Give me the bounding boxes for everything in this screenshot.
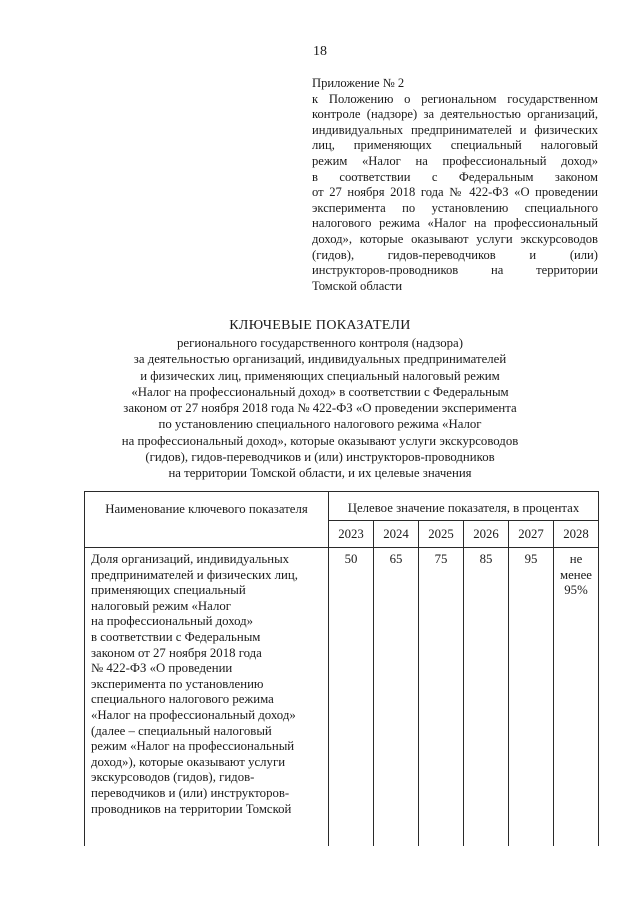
appendix-line: индивидуальных предпринимателей и физических bbox=[312, 122, 598, 137]
indicator-name-line: налоговый режим «Налог bbox=[91, 598, 231, 613]
appendix-line: лиц, применяющих специальный налоговый bbox=[312, 138, 598, 153]
value-cell-2023: 50 bbox=[329, 548, 374, 847]
page-number: 18 bbox=[313, 44, 327, 59]
document-title: КЛЮЧЕВЫЕ ПОКАЗАТЕЛИ bbox=[229, 318, 411, 333]
title-line: (гидов), гидов-переводчиков и (или) инструкторов-проводников bbox=[145, 450, 495, 465]
header-year: 2024 bbox=[374, 521, 419, 548]
indicator-name-line: применяющих специальный bbox=[91, 583, 246, 598]
appendix-line: контроле (надзоре) за деятельностью организаций, bbox=[312, 107, 598, 122]
indicator-name-line: законом от 27 ноября 2018 года bbox=[91, 645, 262, 660]
value-cell-2026: 85 bbox=[464, 548, 509, 847]
indicator-name-line: на профессиональный доход» bbox=[91, 614, 254, 629]
header-year: 2026 bbox=[464, 521, 509, 548]
value-line: менее bbox=[560, 567, 592, 582]
indicator-name-line: доход»), которые оказывают услуги bbox=[91, 754, 286, 769]
title-line: за деятельностью организаций, индивидуальных предпринимателей bbox=[133, 352, 507, 367]
appendix-line: режим «Налог на профессиональный доход» bbox=[312, 153, 598, 168]
value-line: 95% bbox=[564, 583, 588, 598]
indicator-name-line: проводников на территории Томской bbox=[91, 801, 292, 816]
appendix-line: к Положению о региональном государственном bbox=[312, 91, 598, 106]
appendix-line: эксперимента по установлению специального bbox=[312, 200, 598, 215]
value-cell-2028 bbox=[554, 548, 599, 847]
appendix-line: доход», которые оказывают услуги экскурсоводов bbox=[312, 231, 598, 246]
indicator-name-line: экскурсоводов (гидов), гидов- bbox=[91, 770, 255, 785]
title-line: на профессиональный доход», которые оказывают услуги экскурсоводов bbox=[121, 433, 519, 448]
header-year: 2023 bbox=[329, 521, 374, 548]
header-indicator-name: Наименование ключевого показателя bbox=[85, 492, 329, 548]
table-row bbox=[85, 548, 599, 847]
title-line: и физических лиц, применяющих специальный налоговый режим bbox=[140, 368, 500, 383]
value-line: не bbox=[569, 552, 583, 566]
indicator-name-line: № 422-ФЗ «О проведении bbox=[91, 661, 233, 676]
appendix-line: Томской области bbox=[312, 278, 403, 293]
appendix-line: от 27 ноября 2018 года № 422-ФЗ «О проведении bbox=[312, 185, 598, 200]
appendix-block bbox=[312, 76, 598, 294]
title-line: «Налог на профессиональный доход» в соответствии с Федеральным bbox=[131, 384, 509, 399]
indicator-name-line: режим «Налог на профессиональный bbox=[91, 739, 295, 754]
appendix-line: инструкторов-проводников на территории bbox=[312, 263, 598, 278]
title-line: законом от 27 ноября 2018 года № 422-ФЗ «О проведении эксперимента bbox=[123, 401, 517, 416]
document-title-block bbox=[60, 316, 580, 482]
indicator-name-line: «Налог на профессиональный доход» bbox=[91, 707, 296, 722]
header-year: 2027 bbox=[509, 521, 554, 548]
title-line: по установлению специального налогового режима «Налог bbox=[158, 417, 482, 432]
value-cell-2025: 75 bbox=[419, 548, 464, 847]
header-target-value: Целевое значение показателя, в процентах bbox=[329, 492, 599, 521]
header-year: 2025 bbox=[419, 521, 464, 548]
indicator-name-line: (далее – специальный налоговый bbox=[91, 723, 272, 738]
indicator-name-line: в соответствии с Федеральным bbox=[91, 629, 261, 644]
appendix-line: налогового режима «Налог на профессиональный bbox=[312, 216, 598, 231]
indicator-name-line: Доля организаций, индивидуальных bbox=[91, 552, 290, 566]
key-indicators-table bbox=[84, 491, 599, 846]
title-line: регионального государственного контроля (надзора) bbox=[177, 336, 463, 350]
header-year: 2028 bbox=[554, 521, 599, 548]
appendix-line: (гидов), гидов-переводчиков и (или) bbox=[312, 247, 598, 262]
appendix-line: в соответствии с Федеральным законом bbox=[312, 169, 598, 184]
indicator-name-line: переводчиков и (или) инструкторов- bbox=[91, 785, 290, 800]
appendix-heading: Приложение № 2 bbox=[312, 76, 405, 90]
value-cell-2027: 95 bbox=[509, 548, 554, 847]
indicator-name-line: специального налогового режима bbox=[91, 692, 274, 707]
indicator-name-line: эксперимента по установлению bbox=[91, 676, 264, 691]
indicator-name-cell bbox=[85, 548, 329, 847]
title-line: на территории Томской области, и их целевые значения bbox=[168, 466, 472, 481]
indicator-name-line: предпринимателей и физических лиц, bbox=[91, 567, 298, 582]
value-cell-2024: 65 bbox=[374, 548, 419, 847]
